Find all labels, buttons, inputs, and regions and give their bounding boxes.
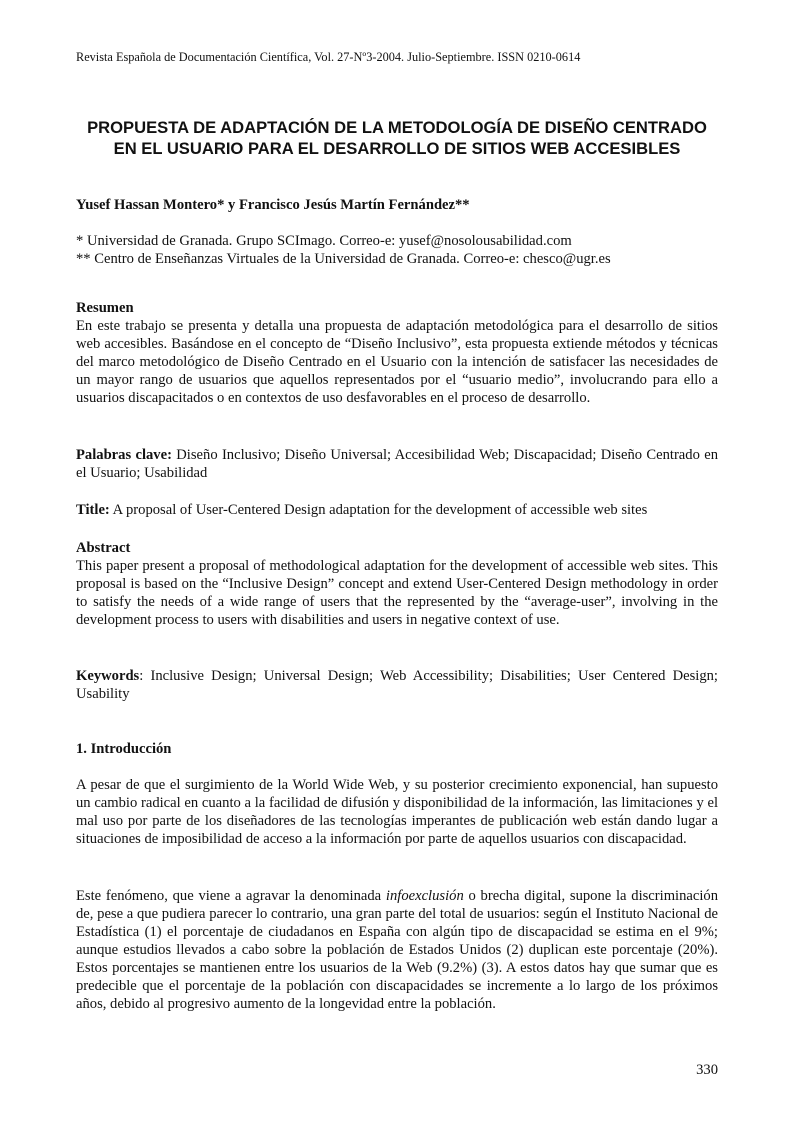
affiliation-2: ** Centro de Enseñanzas Virtuales de la Universidad de Granada. Correo-e: chesco@ugr.es: [76, 251, 611, 267]
page-number: 330: [696, 1062, 718, 1078]
affiliations: [76, 232, 718, 268]
resumen-text: En este trabajo se presenta y detalla una propuesta de adaptación metodológica para el desarrollo de sitios web accesibles. Basándose en el concepto de “Diseño Inclusivo”, esta propuesta extiende métodos y técnicas del marco metodológico de Diseño Centrado en el Usuario con la intención de satisfacer las necesidades de un mayor rango de usuarios que aquellos representados por el “usuario medio”, involucrando para ello a usuarios discapacitados o en contextos de uso desfavorables en el proceso de desarrollo.: [76, 318, 718, 406]
english-title-label: Title:: [76, 502, 110, 518]
english-title: [76, 501, 718, 519]
palabras-clave-text: Diseño Inclusivo; Diseño Universal; Accesibilidad Web; Discapacidad; Diseño Centrado en el Usuario; Usabilidad: [76, 447, 718, 481]
running-header: Revista Española de Documentación Científica, Vol. 27-Nº3-2004. Julio-Septiembre. ISSN 0210-0614: [76, 50, 581, 64]
authors: Yusef Hassan Montero* y Francisco Jesús Martín Fernández**: [76, 197, 470, 213]
keywords-text: : Inclusive Design; Universal Design; Web Accessibility; Disabilities; User Centered Design; Usability: [76, 668, 718, 702]
intro-paragraph-2: [76, 887, 718, 1013]
abstract-heading: Abstract: [76, 540, 131, 556]
palabras-clave-label: Palabras clave:: [76, 447, 172, 463]
keywords-label: Keywords: [76, 668, 140, 684]
paper-title: PROPUESTA DE ADAPTACIÓN DE LA METODOLOGÍA DE DISEÑO CENTRADO EN EL USUARIO PARA EL DESARROLLO DE SITIOS WEB ACCESIBLES: [87, 118, 707, 158]
abstract-text: This paper present a proposal of methodological adaptation for the development of accessible web sites. This proposal is based on the “Inclusive Design” concept and extend User-Centered Design methodology in order to satisfy the needs of a wide range of users that the represented by the “average-user”, involving in the development process to users with disabilities and users in negative context of use.: [76, 558, 718, 628]
infoexclusion-term: infoexclusión: [385, 888, 464, 904]
intro-paragraph-1: [76, 776, 718, 848]
palabras-clave: [76, 446, 718, 482]
resumen-section: [76, 299, 718, 407]
intro-paragraph-2-part-b: o brecha digital, supone la discriminación de, pese a que pudiera parecer lo contrario, una gran parte del total de usuarios: según el Instituto Nacional de Estadística (1) el porcentaje de ciudadanos en España con algún tipo de discapacidad se estima en el 9%; aunque estudios llevados a cabo sobre la población de Estados Unidos (2) duplican este porcentaje (20%). Estos porcentajes se mantienen entre los usuarios de la Web (9.2%) (3). A estos datos hay que sumar que es predecible que el porcentaje de la población con discapacidades se incremente a lo largo de los próximos años, debido al progresivo aumento de la longevidad entre la población.: [76, 888, 718, 1012]
section-1-heading: 1. Introducción: [76, 741, 172, 757]
intro-paragraph-1-text: A pesar de que el surgimiento de la World Wide Web, y su posterior crecimiento exponencial, han supuesto un cambio radical en cuanto a la facilidad de difusión y disponibilidad de la información, las limitaciones y el mal uso por parte de los diseñadores de las tecnologías imperantes de publicación web están dando lugar a situaciones de imposibilidad de acceso a la información por parte de aquellos usuarios con discapacidad.: [76, 777, 718, 847]
abstract-section: [76, 539, 718, 629]
keywords: [76, 667, 718, 703]
english-title-text: A proposal of User-Centered Design adaptation for the development of accessible web sites: [109, 502, 648, 518]
section-heading: [76, 740, 718, 758]
resumen-heading: Resumen: [76, 300, 134, 316]
affiliation-1: * Universidad de Granada. Grupo SCImago. Correo-e: yusef@nosolousabilidad.com: [76, 233, 572, 249]
intro-paragraph-2-part-a: Este fenómeno, que viene a agravar la denominada: [76, 888, 386, 904]
